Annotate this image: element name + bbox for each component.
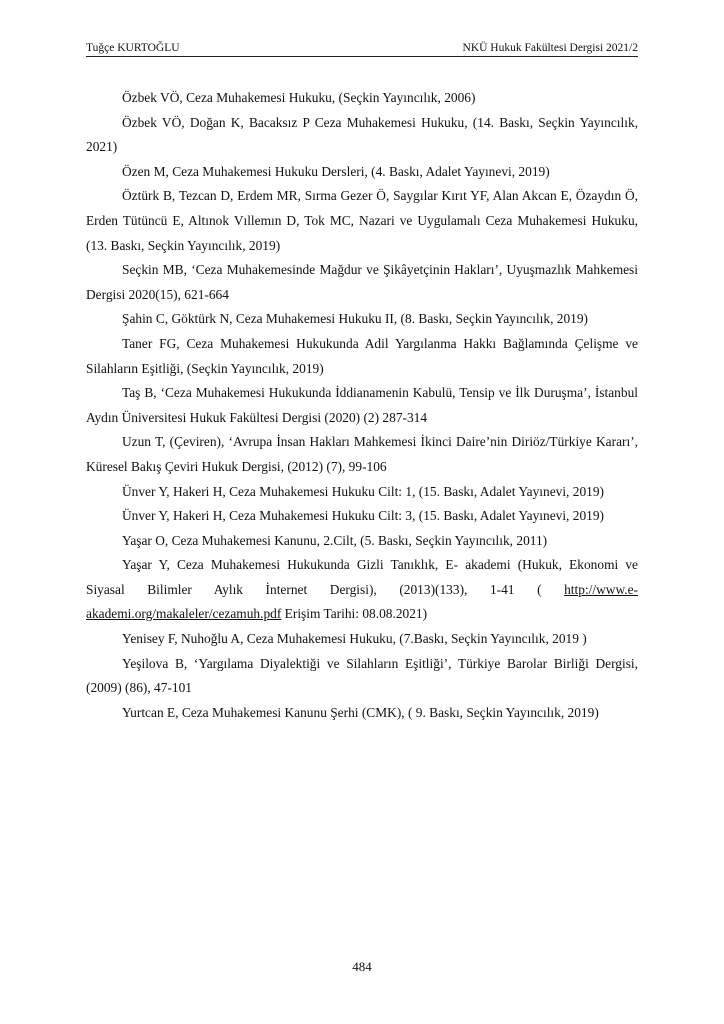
reference-entry: Uzun T, (Çeviren), ‘Avrupa İnsan Hakları Mahkemesi İkinci Daire’nin Diriöz/Türkiye Kararı’, Küresel Bakış Çeviri Hukuk Dergisi, (2012) (7), 99-106 (86, 434, 638, 474)
header-journal: NKÜ Hukuk Fakültesi Dergisi 2021/2 (462, 42, 638, 54)
reference-entry: Taner FG, Ceza Muhakemesi Hukukunda Adil Yargılanma Hakkı Bağlamında Çelişme ve Silahların Eşitliği, (Seçkin Yayıncılık, 2019) (86, 335, 638, 376)
header-author: Tuğçe KURTOĞLU (86, 42, 180, 54)
reference-list (86, 86, 638, 725)
reference-url-link[interactable]: http://www.e-akademi.org/makaleler/cezamuh.pdf (86, 581, 638, 622)
reference-entry: Seçkin MB, ‘Ceza Muhakemesinde Mağdur ve Şikâyetçinin Hakları’, Uyuşmazlık Mahkemesi Dergisi 2020(15), 621-664 (86, 262, 638, 302)
reference-entry: Özen M, Ceza Muhakemesi Hukuku Dersleri, (4. Baskı, Adalet Yayınevi, 2019) (122, 163, 550, 179)
reference-entry: Yeşilova B, ‘Yargılama Diyalektiği ve Silahların Eşitliği’, Türkiye Barolar Birliği Dergisi, (2009) (86), 47-101 (86, 655, 638, 696)
reference-entry: Özbek VÖ, Ceza Muhakemesi Hukuku, (Seçkin Yayıncılık, 2006) (122, 90, 476, 105)
reference-entry: Ünver Y, Hakeri H, Ceza Muhakemesi Hukuku Cilt: 1, (15. Baskı, Adalet Yayınevi, 2019) (122, 483, 604, 499)
reference-entry: Yenisey F, Nuhoğlu A, Ceza Muhakemesi Hukuku, (7.Baskı, Seçkin Yayıncılık, 2019 ) (122, 631, 587, 647)
reference-entry: Yurtcan E, Ceza Muhakemesi Kanunu Şerhi (CMK), ( 9. Baskı, Seçkin Yayıncılık, 2019) (122, 704, 599, 720)
reference-entry: Şahin C, Göktürk N, Ceza Muhakemesi Hukuku II, (8. Baskı, Seçkin Yayıncılık, 2019) (122, 311, 589, 327)
page-header (86, 40, 638, 57)
reference-entry: Yaşar O, Ceza Muhakemesi Kanunu, 2.Cilt, (5. Baskı, Seçkin Yayıncılık, 2011) (122, 532, 548, 548)
page-number: 484 (352, 959, 372, 974)
reference-entry: Ünver Y, Hakeri H, Ceza Muhakemesi Hukuku Cilt: 3, (15. Baskı, Adalet Yayınevi, 2019) (122, 508, 604, 524)
reference-entry: Özbek VÖ, Doğan K, Bacaksız P Ceza Muhakemesi Hukuku, (14. Baskı, Seçkin Yayıncılık, 2021) (86, 114, 638, 155)
reference-entry: Yaşar Y, Ceza Muhakemesi Hukukunda Gizli Tanıklık, E- akademi (Hukuk, Ekonomi ve Siyasal Bilimler Aylık İnternet Dergisi), (2013)(133), 1-41 ( http://www.e-akademi.org/makaleler/cezamuh.pdf Erişim Tarihi: 08.08.2021) (86, 557, 638, 622)
reference-entry: Öztürk B, Tezcan D, Erdem MR, Sırma Gezer Ö, Saygılar Kırıt YF, Alan Akcan E, Özaydın Ö, Erden Tütüncü E, Altınok Vıllemın D, Tok MC, Nazari ve Uygulamalı Ceza Muhakemesi Hukuku, (13. Baskı, Seçkin Yayıncılık, 2019) (86, 188, 638, 253)
reference-entry: Taş B, ‘Ceza Muhakemesi Hukukunda İddianamenin Kabulü, Tensip ve İlk Duruşma’, İstanbul Aydın Üniversitesi Hukuk Fakültesi Dergisi (2020) (2) 287-314 (86, 385, 638, 425)
